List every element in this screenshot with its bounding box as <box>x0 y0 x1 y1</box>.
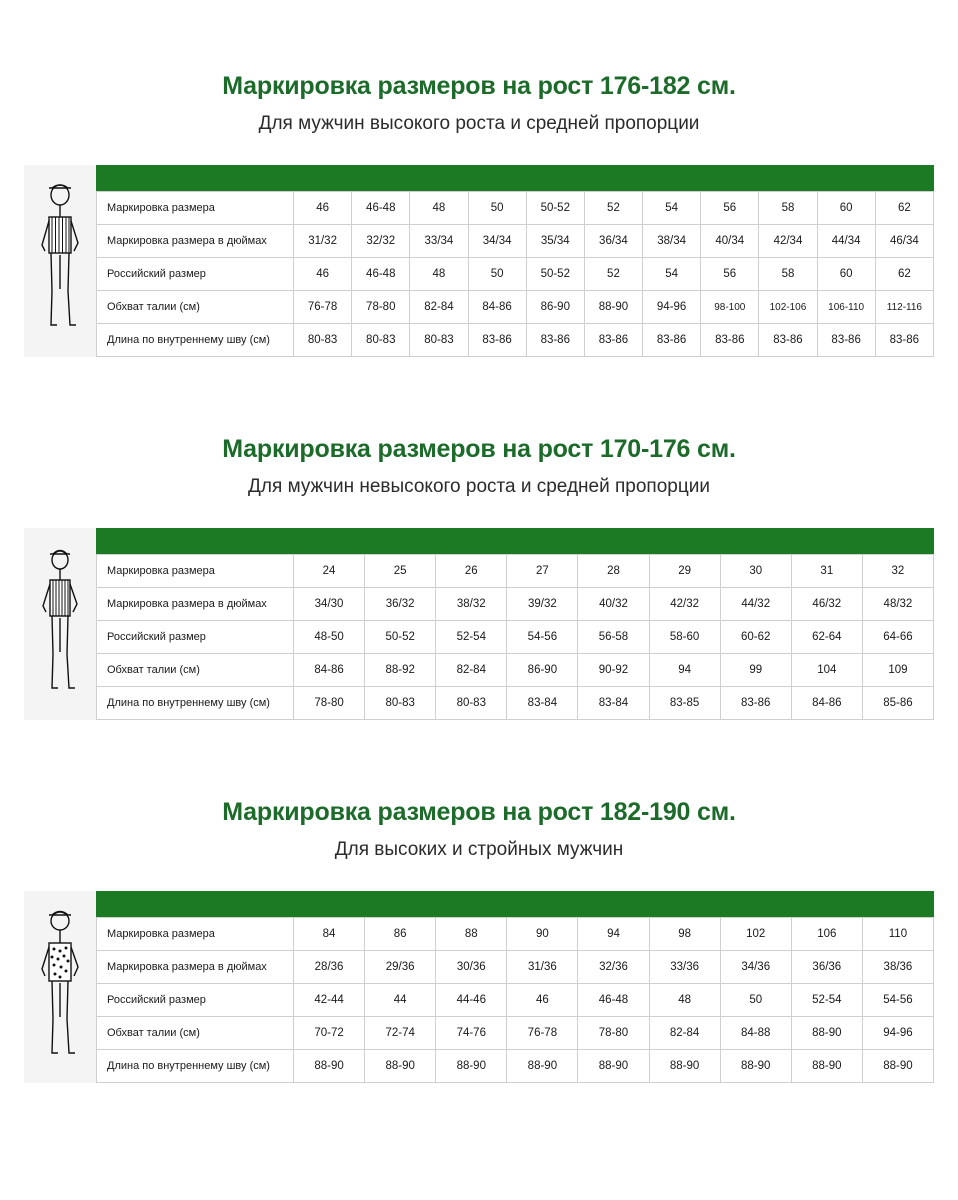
cell: 83-86 <box>701 324 759 357</box>
cell: 88-90 <box>584 291 642 324</box>
cell: 83-86 <box>759 324 817 357</box>
table-row <box>97 1017 934 1050</box>
cell: 50 <box>468 258 526 291</box>
cell: 88-90 <box>862 1050 933 1083</box>
table-row <box>97 951 934 984</box>
cell: 102-106 <box>759 291 817 324</box>
cell: 52-54 <box>791 984 862 1017</box>
cell: 80-83 <box>352 324 410 357</box>
cell: 78-80 <box>294 687 365 720</box>
cell: 60 <box>817 258 875 291</box>
cell: 112-116 <box>875 291 933 324</box>
cell: 110 <box>862 918 933 951</box>
cell: 85-86 <box>862 687 933 720</box>
section-2-table-panel <box>24 528 934 720</box>
cell: 94-96 <box>862 1017 933 1050</box>
cell: 40/32 <box>578 588 649 621</box>
cell: 84-86 <box>468 291 526 324</box>
cell: 46/32 <box>791 588 862 621</box>
cell: 88-90 <box>791 1017 862 1050</box>
cell: 31/32 <box>294 225 352 258</box>
row-label: Маркировка размера <box>97 192 294 225</box>
cell: 34/30 <box>294 588 365 621</box>
section-2-header-bar <box>96 528 934 554</box>
cell: 104 <box>791 654 862 687</box>
man-standing-spotted-shirt-icon <box>24 891 96 1083</box>
cell: 50-52 <box>526 192 584 225</box>
cell: 48 <box>649 984 720 1017</box>
cell: 76-78 <box>294 291 352 324</box>
cell: 62-64 <box>791 621 862 654</box>
cell: 83-84 <box>507 687 578 720</box>
cell: 94 <box>649 654 720 687</box>
cell: 70-72 <box>294 1017 365 1050</box>
section-3-table <box>96 917 934 1083</box>
cell: 52-54 <box>436 621 507 654</box>
cell: 83-86 <box>817 324 875 357</box>
table-row <box>97 555 934 588</box>
row-label: Маркировка размера <box>97 918 294 951</box>
cell: 36/32 <box>365 588 436 621</box>
cell: 34/36 <box>720 951 791 984</box>
row-label: Обхват талии (см) <box>97 291 294 324</box>
cell: 88-90 <box>507 1050 578 1083</box>
row-label: Обхват талии (см) <box>97 1017 294 1050</box>
cell: 25 <box>365 555 436 588</box>
cell: 94-96 <box>643 291 701 324</box>
table-row <box>97 192 934 225</box>
cell: 98-100 <box>701 291 759 324</box>
cell: 34/34 <box>468 225 526 258</box>
section-1-title: Маркировка размеров на рост 176-182 см. <box>222 72 736 100</box>
cell: 84 <box>294 918 365 951</box>
cell: 48 <box>410 192 468 225</box>
cell: 38/34 <box>643 225 701 258</box>
table-row <box>97 687 934 720</box>
cell: 50-52 <box>365 621 436 654</box>
cell: 60-62 <box>720 621 791 654</box>
cell: 82-84 <box>436 654 507 687</box>
section-2-subtitle: Для мужчин невысокого роста и средней пропорции <box>248 476 710 497</box>
cell: 109 <box>862 654 933 687</box>
section-2-table-area <box>96 528 934 720</box>
cell: 78-80 <box>578 1017 649 1050</box>
cell: 78-80 <box>352 291 410 324</box>
cell: 72-74 <box>365 1017 436 1050</box>
row-label: Российский размер <box>97 258 294 291</box>
section-3-header-bar <box>96 891 934 917</box>
cell: 88-90 <box>791 1050 862 1083</box>
cell: 42-44 <box>294 984 365 1017</box>
section-2-table <box>96 554 934 720</box>
cell: 83-86 <box>468 324 526 357</box>
cell: 33/34 <box>410 225 468 258</box>
cell: 32/32 <box>352 225 410 258</box>
table-row <box>97 621 934 654</box>
section-3-subtitle: Для высоких и стройных мужчин <box>334 839 624 860</box>
cell: 58-60 <box>649 621 720 654</box>
cell: 54-56 <box>507 621 578 654</box>
table-row <box>97 918 934 951</box>
cell: 86-90 <box>507 654 578 687</box>
cell: 42/34 <box>759 225 817 258</box>
cell: 46-48 <box>578 984 649 1017</box>
size-section-3 <box>0 720 958 1083</box>
table-row <box>97 324 934 357</box>
cell: 44/34 <box>817 225 875 258</box>
table-row <box>97 984 934 1017</box>
table-row <box>97 291 934 324</box>
cell: 62 <box>875 192 933 225</box>
cell: 74-76 <box>436 1017 507 1050</box>
cell: 82-84 <box>649 1017 720 1050</box>
cell: 30/36 <box>436 951 507 984</box>
cell: 36/34 <box>584 225 642 258</box>
cell: 56 <box>701 258 759 291</box>
table-row <box>97 588 934 621</box>
table-row <box>97 225 934 258</box>
row-label: Обхват талии (см) <box>97 654 294 687</box>
section-1-header-bar <box>96 165 934 191</box>
table-row <box>97 1050 934 1083</box>
cell: 83-86 <box>584 324 642 357</box>
cell: 33/36 <box>649 951 720 984</box>
cell: 26 <box>436 555 507 588</box>
cell: 80-83 <box>410 324 468 357</box>
row-label: Длина по внутреннему шву (см) <box>97 1050 294 1083</box>
cell: 48/32 <box>862 588 933 621</box>
cell: 56 <box>701 192 759 225</box>
row-label: Российский размер <box>97 984 294 1017</box>
cell: 31/36 <box>507 951 578 984</box>
cell: 56-58 <box>578 621 649 654</box>
cell: 62 <box>875 258 933 291</box>
cell: 27 <box>507 555 578 588</box>
section-1-table-area <box>96 165 934 357</box>
cell: 82-84 <box>410 291 468 324</box>
section-2-title: Маркировка размеров на рост 170-176 см. <box>222 435 736 463</box>
cell: 83-86 <box>526 324 584 357</box>
cell: 88 <box>436 918 507 951</box>
man-standing-striped-shirt-icon <box>24 165 96 357</box>
cell: 60 <box>817 192 875 225</box>
table-row <box>97 258 934 291</box>
cell: 90 <box>507 918 578 951</box>
row-label: Российский размер <box>97 621 294 654</box>
cell: 44/32 <box>720 588 791 621</box>
cell: 48 <box>410 258 468 291</box>
cell: 76-78 <box>507 1017 578 1050</box>
cell: 86 <box>365 918 436 951</box>
cell: 88-90 <box>720 1050 791 1083</box>
cell: 83-86 <box>875 324 933 357</box>
cell: 86-90 <box>526 291 584 324</box>
cell: 40/34 <box>701 225 759 258</box>
row-label: Маркировка размера в дюймах <box>97 588 294 621</box>
cell: 50-52 <box>526 258 584 291</box>
cell: 54-56 <box>862 984 933 1017</box>
cell: 102 <box>720 918 791 951</box>
cell: 50 <box>720 984 791 1017</box>
man-standing-hat-icon <box>24 528 96 720</box>
cell: 84-86 <box>294 654 365 687</box>
cell: 48-50 <box>294 621 365 654</box>
cell: 54 <box>643 192 701 225</box>
cell: 46/34 <box>875 225 933 258</box>
cell: 88-90 <box>365 1050 436 1083</box>
cell: 46-48 <box>352 258 410 291</box>
section-1-subtitle: Для мужчин высокого роста и средней пропорции <box>258 113 700 134</box>
cell: 98 <box>649 918 720 951</box>
cell: 42/32 <box>649 588 720 621</box>
table-row <box>97 654 934 687</box>
cell: 32 <box>862 555 933 588</box>
cell: 30 <box>720 555 791 588</box>
cell: 99 <box>720 654 791 687</box>
cell: 29 <box>649 555 720 588</box>
cell: 36/36 <box>791 951 862 984</box>
cell: 29/36 <box>365 951 436 984</box>
cell: 39/32 <box>507 588 578 621</box>
cell: 88-90 <box>294 1050 365 1083</box>
cell: 83-85 <box>649 687 720 720</box>
size-section-1 <box>0 0 958 357</box>
cell: 58 <box>759 258 817 291</box>
cell: 28 <box>578 555 649 588</box>
cell: 50 <box>468 192 526 225</box>
cell: 88-92 <box>365 654 436 687</box>
cell: 35/34 <box>526 225 584 258</box>
cell: 54 <box>643 258 701 291</box>
cell: 28/36 <box>294 951 365 984</box>
cell: 38/32 <box>436 588 507 621</box>
cell: 24 <box>294 555 365 588</box>
cell: 83-86 <box>720 687 791 720</box>
section-3-title: Маркировка размеров на рост 182-190 см. <box>222 798 736 826</box>
cell: 44 <box>365 984 436 1017</box>
cell: 44-46 <box>436 984 507 1017</box>
cell: 32/36 <box>578 951 649 984</box>
cell: 46 <box>294 192 352 225</box>
row-label: Длина по внутреннему шву (см) <box>97 324 294 357</box>
cell: 38/36 <box>862 951 933 984</box>
section-1-table-panel <box>24 165 934 357</box>
cell: 88-90 <box>436 1050 507 1083</box>
cell: 52 <box>584 192 642 225</box>
cell: 80-83 <box>436 687 507 720</box>
cell: 94 <box>578 918 649 951</box>
row-label: Маркировка размера в дюймах <box>97 225 294 258</box>
cell: 84-86 <box>791 687 862 720</box>
cell: 88-90 <box>578 1050 649 1083</box>
cell: 46-48 <box>352 192 410 225</box>
cell: 64-66 <box>862 621 933 654</box>
section-3-table-area <box>96 891 934 1083</box>
cell: 106-110 <box>817 291 875 324</box>
cell: 90-92 <box>578 654 649 687</box>
cell: 58 <box>759 192 817 225</box>
row-label: Длина по внутреннему шву (см) <box>97 687 294 720</box>
cell: 84-88 <box>720 1017 791 1050</box>
section-1-table <box>96 191 934 357</box>
row-label: Маркировка размера <box>97 555 294 588</box>
cell: 83-86 <box>643 324 701 357</box>
cell: 80-83 <box>294 324 352 357</box>
cell: 83-84 <box>578 687 649 720</box>
cell: 46 <box>294 258 352 291</box>
cell: 88-90 <box>649 1050 720 1083</box>
cell: 52 <box>584 258 642 291</box>
cell: 46 <box>507 984 578 1017</box>
size-section-2 <box>0 357 958 720</box>
cell: 31 <box>791 555 862 588</box>
cell: 106 <box>791 918 862 951</box>
cell: 80-83 <box>365 687 436 720</box>
row-label: Маркировка размера в дюймах <box>97 951 294 984</box>
section-3-table-panel <box>24 891 934 1083</box>
